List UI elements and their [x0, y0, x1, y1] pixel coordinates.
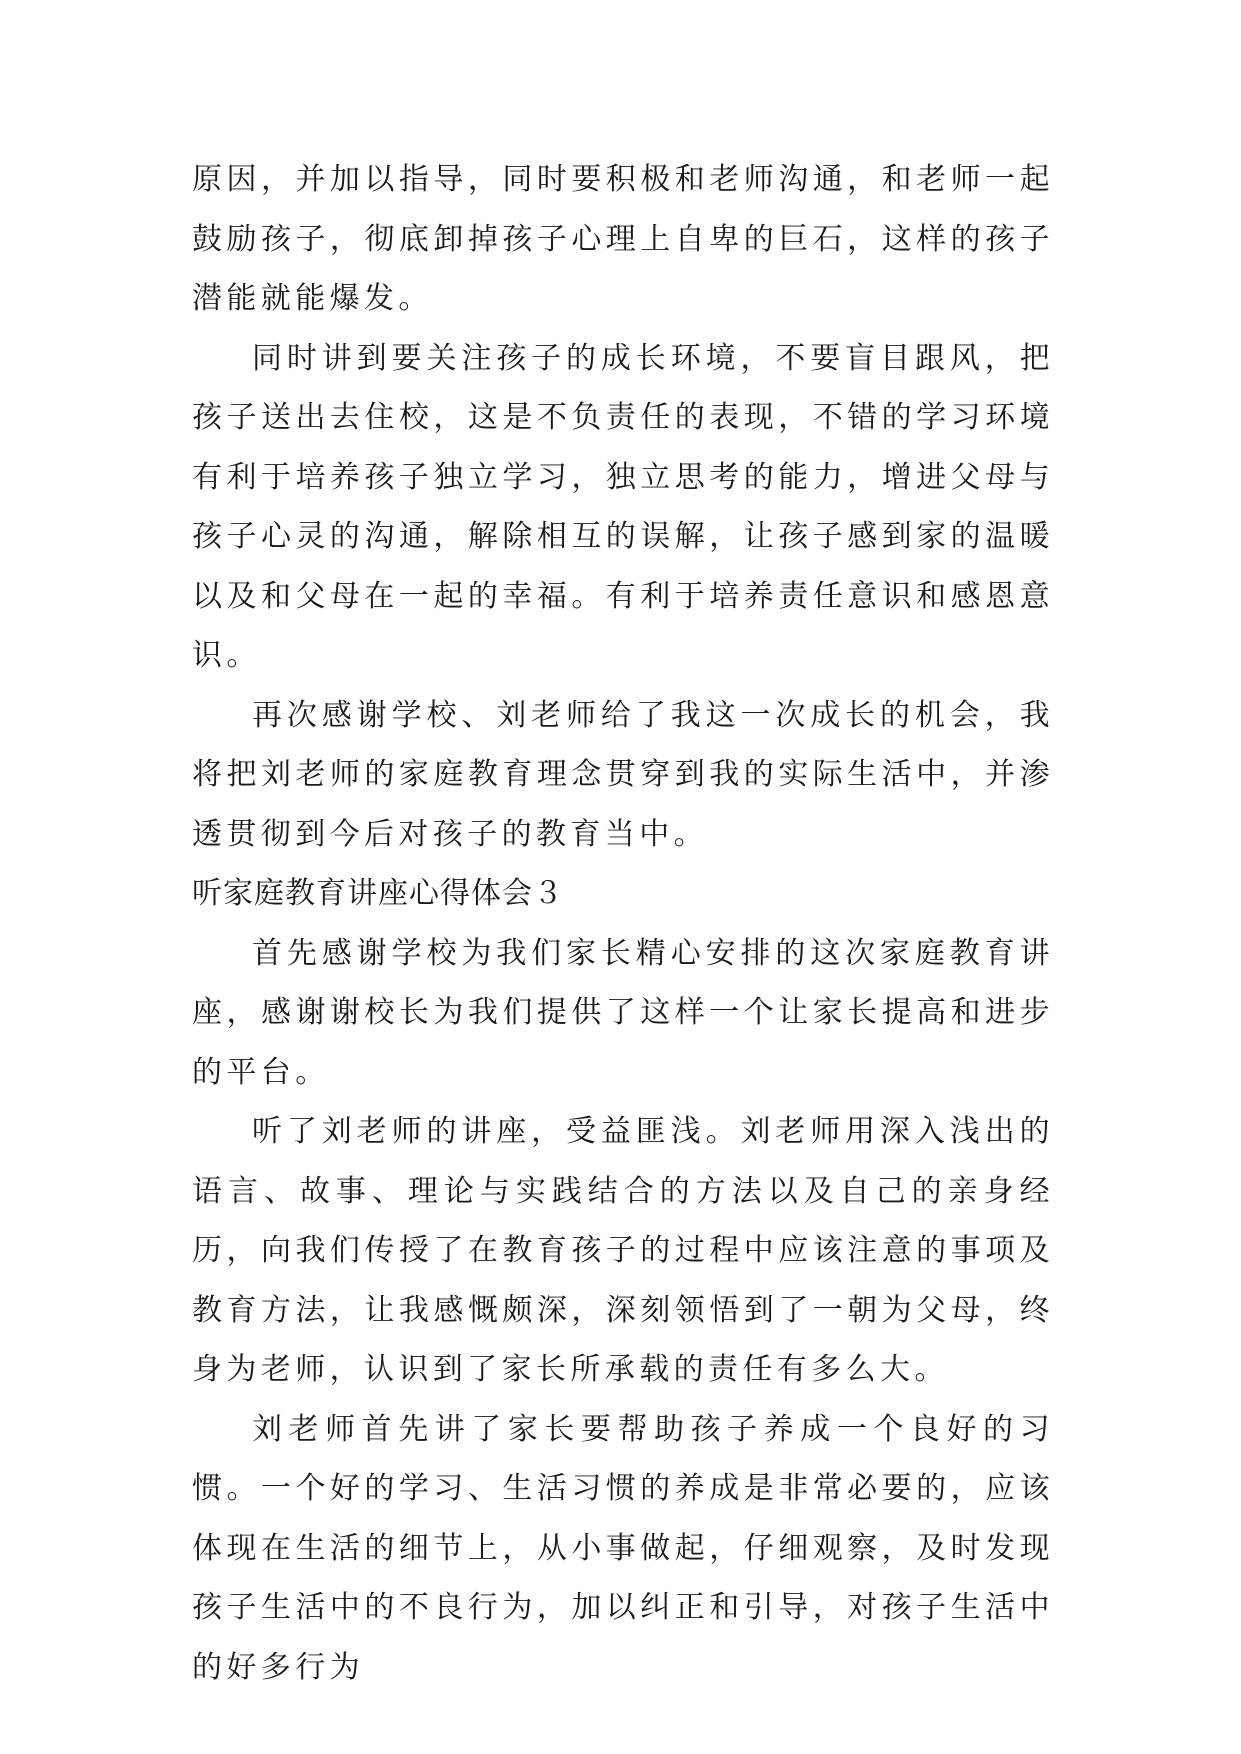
paragraph: 同时讲到要关注孩子的成长环境，不要盲目跟风，把孩子送出去住校，这是不负责任的表现，不错的学习环境有利于培养孩子独立学习，独立思考的能力，增进父母与孩子心灵的沟通，解除相互的误解，让孩子感到家的温暖以及和父母在一起的幸福。有利于培养责任意识和感恩意识。 — [192, 340, 1054, 673]
paragraph-continuation: 原因，并加以指导，同时要积极和老师沟通，和老师一起鼓励孩子，彻底卸掉孩子心理上自卑的巨石，这样的孩子潜能就能爆发。 — [192, 162, 1054, 316]
document-body — [192, 150, 1054, 1697]
paragraph: 再次感谢学校、刘老师给了我这一次成长的机会，我将把刘老师的家庭教育理念贯穿到我的实际生活中，并渗透贯彻到今后对孩子的教育当中。 — [192, 697, 1054, 852]
paragraph: 听了刘老师的讲座，受益匪浅。刘老师用深入浅出的语言、故事、理论与实践结合的方法以及自己的亲身经历，向我们传授了在教育孩子的过程中应该注意的事项及教育方法，让我感慨颇深，深刻领悟到了一朝为父母，终身为老师，认识到了家长所承载的责任有多么大。 — [192, 1114, 1054, 1387]
section-heading: 听家庭教育讲座心得体会３ — [192, 876, 564, 911]
paragraph: 刘老师首先讲了家长要帮助孩子养成一个良好的习惯。一个好的学习、生活习惯的养成是非常必要的，应该体现在生活的细节上，从小事做起，仔细观察，及时发现孩子生活中的不良行为，加以纠正和引导，对孩子生活中的好多行为 — [192, 1411, 1054, 1685]
paragraph: 首先感谢学校为我们家长精心安排的这次家庭教育讲座，感谢谢校长为我们提供了这样一个让家长提高和进步的平台。 — [192, 935, 1054, 1090]
